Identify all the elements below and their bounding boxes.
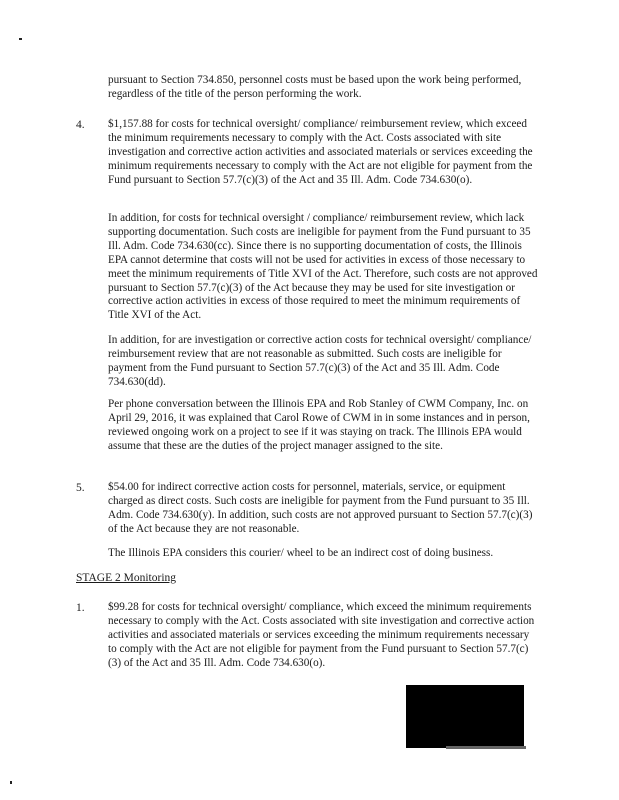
item-4-paragraph-4: Per phone conversation between the Illinois EPA and Rob Stanley of CWM Company, Inc. on April 29, 2016, it was explained that Carol Rowe of CWM in in some instances and in person, reviewed ongoing work on a project to see if it was staying on track. The Illinois EPA would assume that these are the duties of the project manager assigned to the site.	[108, 398, 530, 452]
scan-speck	[10, 781, 12, 784]
stage-item-1-paragraph: $99.28 for costs for technical oversight/ compliance, which exceed the minimum requirements necessary to comply with the Act. Costs associated with site investigation and corrective action activities and associated materials or services exceeding the minimum requirements necessary to comply with the Act are not eligible for payment from the Fund pursuant to Section 57.7(c)(3) of the Act and 35 Ill. Adm. Code 734.630(o).	[108, 601, 535, 669]
item-number: 4.	[76, 119, 85, 131]
item-4-paragraph-1: $1,157.88 for costs for technical oversight/ compliance/ reimbursement review, which exceed the minimum requirements necessary to comply with the Act. Costs associated with site investigation and corrective action activities and associated materials or services exceeding the minimum requirements necessary to comply with the Act are not eligible for payment from the Fund pursuant to Section 57.7(c)(3) of the Act and 35 Ill. Adm. Code 734.630(o).	[108, 118, 533, 186]
item-5-paragraph-1: $54.00 for indirect corrective action costs for personnel, materials, service, or equipment charged as direct costs. Such costs are ineligible for payment from the Fund pursuant to 35 Ill. Adm. Code 734.630(y). In addition, such costs are not approved pursuant to Section 57.7(c)(3) of the Act because they are not reasonable.	[108, 481, 533, 535]
redaction-block	[406, 685, 524, 748]
scan-speck	[19, 38, 22, 40]
item-4-paragraph-3: In addition, for are investigation or corrective action costs for technical oversight/ compliance/ reimbursement review that are not reasonable as submitted. Such costs are ineligible for payment from the Fund pursuant to Section 57.7(c)(3) of the Act and 35 Ill. Adm. Code 734.630(dd).	[108, 334, 532, 388]
item-number: 5.	[76, 482, 85, 494]
redaction-edge	[446, 746, 526, 749]
continuation-paragraph: pursuant to Section 734.850, personnel costs must be based upon the work being performed, regardless of the title of the person performing the work.	[108, 74, 522, 100]
item-5-paragraph-2: The Illinois EPA considers this courier/ wheel to be an indirect cost of doing business.	[108, 547, 494, 559]
item-number: 1.	[76, 602, 85, 614]
section-heading: STAGE 2 Monitoring	[76, 572, 177, 584]
item-4-paragraph-2: In addition, for costs for technical oversight / compliance/ reimbursement review, which lack supporting documentation. Such costs are ineligible for payment from the Fund pursuant to 35 Ill. Adm. Code 734.630(cc). Since there is no supporting documentation of costs, the Illinois EPA cannot determine that costs will not be used for activities in excess of those necessary to meet the minimum requirements of Title XVI of the Act. Therefore, such costs are not approved pursuant to Section 57.7(c)(3) of the Act because they may be used for site investigation or corrective action activities in excess of those required to meet the minimum requirements of Title XVI of the Act.	[108, 212, 538, 322]
